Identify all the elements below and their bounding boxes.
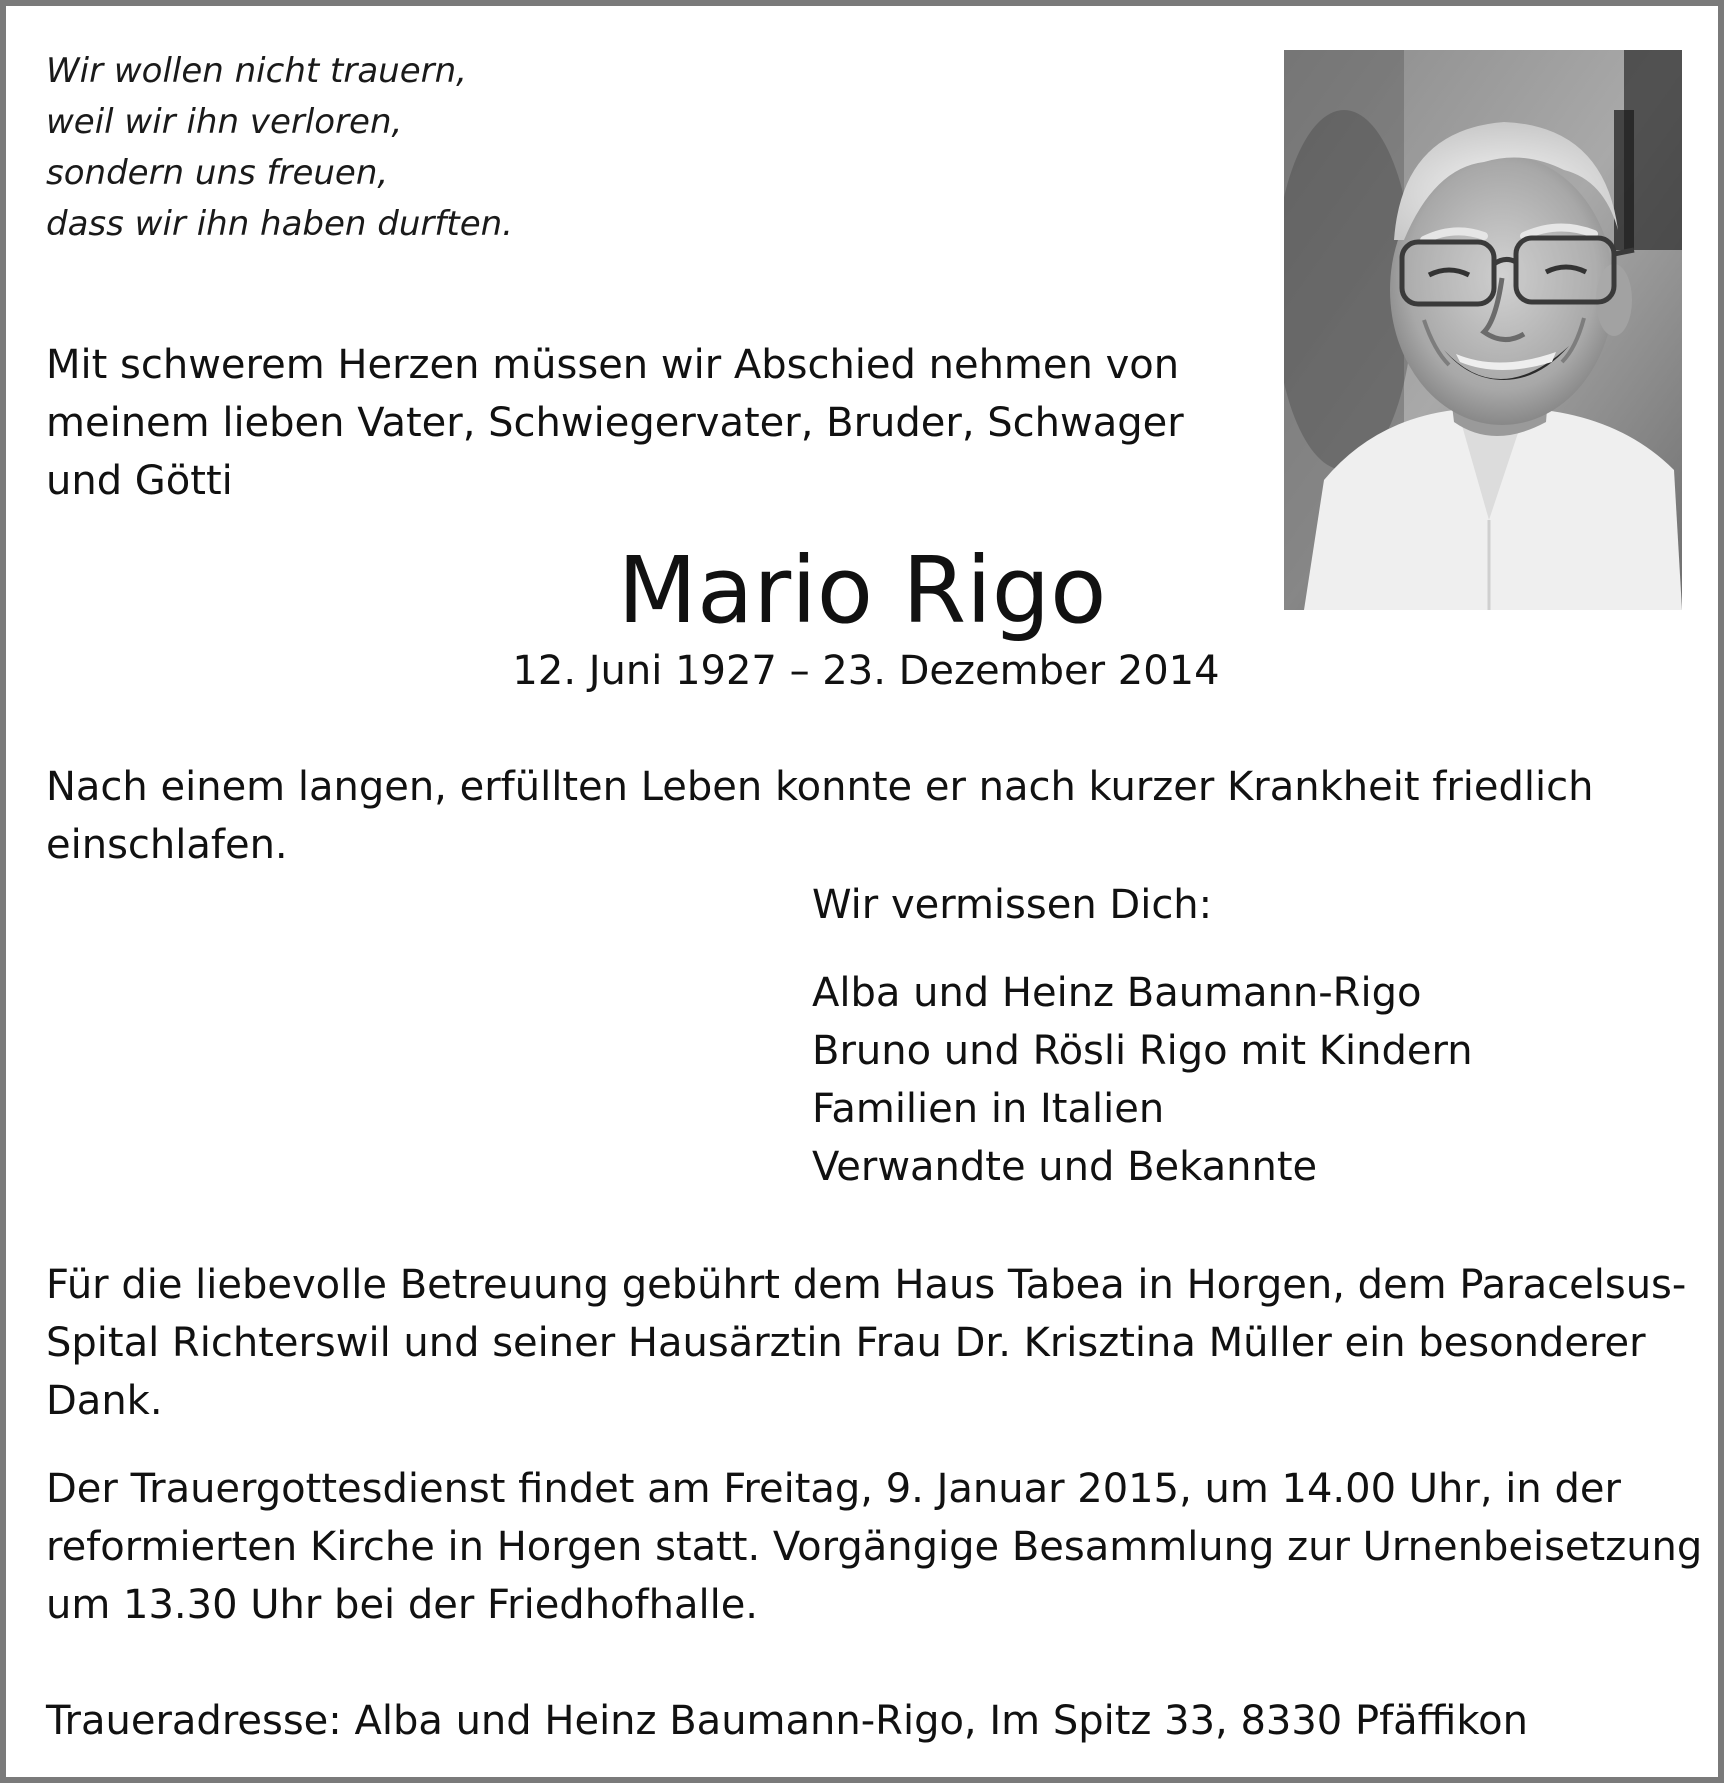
thanks-line: Dank. [46,1378,163,1424]
life-dates: 12. Juni 1927 – 23. Dezember 2014 [512,648,1220,694]
intro-line: Mit schwerem Herzen müssen wir Abschied nehmen von [46,342,1180,388]
portrait-photo [1284,50,1682,610]
poem-line: dass wir ihn haben durften. [46,204,513,244]
mourners-heading: Wir vermissen Dich: [812,882,1213,928]
service-line: um 13.30 Uhr bei der Friedhofhalle. [46,1582,759,1628]
service-paragraph [46,1460,1703,1634]
poem-line: sondern uns freuen, [46,153,389,193]
service-line: Der Trauergottesdienst findet am Freitag, 9. Januar 2015, um 14.00 Uhr, in der [46,1466,1621,1512]
poem [46,46,513,250]
passing-text: Nach einem langen, erfüllten Leben konnte er nach kurzer Krankheit friedlich einschlafen. [46,764,1594,868]
mourner-entry: Alba und Heinz Baumann-Rigo [812,970,1422,1016]
poem-line: Wir wollen nicht trauern, [46,51,467,91]
mourner-entry: Familien in Italien [812,1086,1165,1132]
service-line: reformierten Kirche in Horgen statt. Vorgängige Besammlung zur Urnenbeisetzung [46,1524,1703,1570]
farewell-intro [46,336,1226,510]
mourner-entry: Bruno und Rösli Rigo mit Kindern [812,1028,1473,1074]
mourners-list [812,964,1473,1196]
poem-line: weil wir ihn verloren, [46,102,403,142]
thanks-line: Für die liebevolle Betreuung gebührt dem Haus Tabea in Horgen, dem Paracelsus- [46,1262,1687,1308]
intro-line: und Götti [46,458,233,504]
name-text: Mario Rigo [617,537,1107,644]
intro-line: meinem lieben Vater, Schwiegervater, Bruder, Schwager [46,400,1184,446]
thanks-line: Spital Richterswil und seiner Hausärztin Frau Dr. Krisztina Müller ein besonderer [46,1320,1646,1366]
thanks-paragraph [46,1256,1696,1430]
mourning-address: Traueradresse: Alba und Heinz Baumann-Rigo, Im Spitz 33, 8330 Pfäffikon [46,1698,1528,1744]
deceased-name [6,536,1724,646]
mourner-entry: Verwandte und Bekannte [812,1144,1318,1190]
